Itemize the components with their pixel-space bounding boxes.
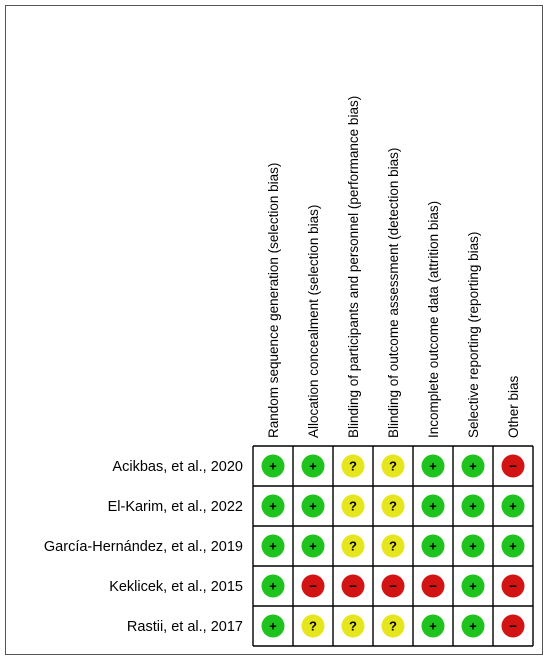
judgement-symbol: + bbox=[509, 538, 517, 554]
judgement-unclear-mark bbox=[342, 535, 365, 558]
judgement-high-mark bbox=[342, 575, 365, 598]
judgement-symbol: ? bbox=[309, 618, 317, 634]
judgement-symbol: + bbox=[309, 498, 317, 514]
study-label: Rastii, et al., 2017 bbox=[126, 619, 243, 635]
study-label: Keklicek, et al., 2015 bbox=[109, 579, 243, 595]
judgement-high-mark bbox=[422, 575, 445, 598]
domain-label: Random sequence generation (selection bias) bbox=[266, 162, 281, 438]
judgement-low-mark bbox=[462, 455, 485, 478]
domain-label: Blinding of participants and personnel (performance bias) bbox=[346, 95, 361, 438]
judgement-unclear-mark bbox=[382, 455, 405, 478]
judgement-low-mark bbox=[262, 455, 285, 478]
judgement-symbol: + bbox=[269, 578, 277, 594]
judgement-symbol: ? bbox=[389, 458, 397, 474]
judgement-symbol: − bbox=[389, 578, 397, 594]
judgement-symbol: + bbox=[469, 578, 477, 594]
judgement-low-mark bbox=[302, 455, 325, 478]
judgement-symbol: + bbox=[309, 458, 317, 474]
judgement-symbol: − bbox=[349, 578, 357, 594]
judgement-symbol: + bbox=[269, 458, 277, 474]
domain-label: Blinding of outcome assessment (detection bias) bbox=[386, 147, 401, 438]
judgement-symbol: − bbox=[429, 578, 437, 594]
judgement-symbol: + bbox=[469, 538, 477, 554]
judgement-low-mark bbox=[262, 575, 285, 598]
judgement-low-mark bbox=[422, 495, 445, 518]
domain-labels bbox=[266, 96, 521, 438]
judgement-symbol: − bbox=[509, 618, 517, 634]
judgement-high-mark bbox=[302, 575, 325, 598]
judgement-symbol: ? bbox=[389, 618, 397, 634]
judgement-symbol: + bbox=[269, 538, 277, 554]
judgement-symbol: + bbox=[269, 618, 277, 634]
judgement-symbol: + bbox=[509, 498, 517, 514]
judgement-low-mark bbox=[262, 535, 285, 558]
judgement-symbol: ? bbox=[349, 538, 357, 554]
judgement-symbol: + bbox=[429, 538, 437, 554]
judgement-low-mark bbox=[262, 615, 285, 638]
judgement-unclear-mark bbox=[382, 615, 405, 638]
judgement-symbol: + bbox=[469, 458, 477, 474]
judgement-symbol: + bbox=[429, 458, 437, 474]
judgement-high-mark bbox=[382, 575, 405, 598]
judgement-symbol: + bbox=[429, 498, 437, 514]
judgement-unclear-mark bbox=[342, 455, 365, 478]
judgement-high-mark bbox=[502, 575, 525, 598]
study-label: El-Karim, et al., 2022 bbox=[107, 499, 243, 515]
judgement-symbol: ? bbox=[389, 498, 397, 514]
judgement-symbol: + bbox=[429, 618, 437, 634]
judgement-symbol: − bbox=[509, 578, 517, 594]
judgement-symbol: ? bbox=[349, 498, 357, 514]
judgement-symbol: ? bbox=[349, 618, 357, 634]
study-label: García-Hernández, et al., 2019 bbox=[43, 539, 243, 555]
domain-label: Other bias bbox=[506, 375, 521, 438]
judgement-marks bbox=[262, 455, 525, 638]
judgement-low-mark bbox=[462, 495, 485, 518]
judgement-symbol: − bbox=[309, 578, 317, 594]
domain-label: Selective reporting (reporting bias) bbox=[466, 231, 481, 438]
judgement-unclear-mark bbox=[302, 615, 325, 638]
study-labels bbox=[44, 459, 243, 635]
judgement-low-mark bbox=[422, 535, 445, 558]
study-label: Acikbas, et al., 2020 bbox=[112, 459, 243, 475]
judgement-symbol: + bbox=[269, 498, 277, 514]
judgement-unclear-mark bbox=[382, 495, 405, 518]
judgement-symbol: ? bbox=[349, 458, 357, 474]
domain-label: Allocation concealment (selection bias) bbox=[306, 204, 321, 438]
judgement-symbol: + bbox=[469, 498, 477, 514]
judgement-low-mark bbox=[302, 535, 325, 558]
judgement-low-mark bbox=[422, 455, 445, 478]
judgement-unclear-mark bbox=[342, 495, 365, 518]
judgement-high-mark bbox=[502, 615, 525, 638]
judgement-symbol: ? bbox=[389, 538, 397, 554]
judgement-high-mark bbox=[502, 455, 525, 478]
judgement-symbol: − bbox=[509, 458, 517, 474]
judgement-unclear-mark bbox=[342, 615, 365, 638]
judgement-low-mark bbox=[262, 495, 285, 518]
judgement-symbol: + bbox=[309, 538, 317, 554]
domain-label: Incomplete outcome data (attrition bias) bbox=[426, 200, 441, 438]
judgement-low-mark bbox=[422, 615, 445, 638]
judgement-low-mark bbox=[302, 495, 325, 518]
judgement-symbol: + bbox=[469, 618, 477, 634]
judgement-low-mark bbox=[462, 575, 485, 598]
judgement-low-mark bbox=[462, 535, 485, 558]
judgement-low-mark bbox=[502, 495, 525, 518]
judgement-low-mark bbox=[462, 615, 485, 638]
judgement-unclear-mark bbox=[382, 535, 405, 558]
judgement-low-mark bbox=[502, 535, 525, 558]
